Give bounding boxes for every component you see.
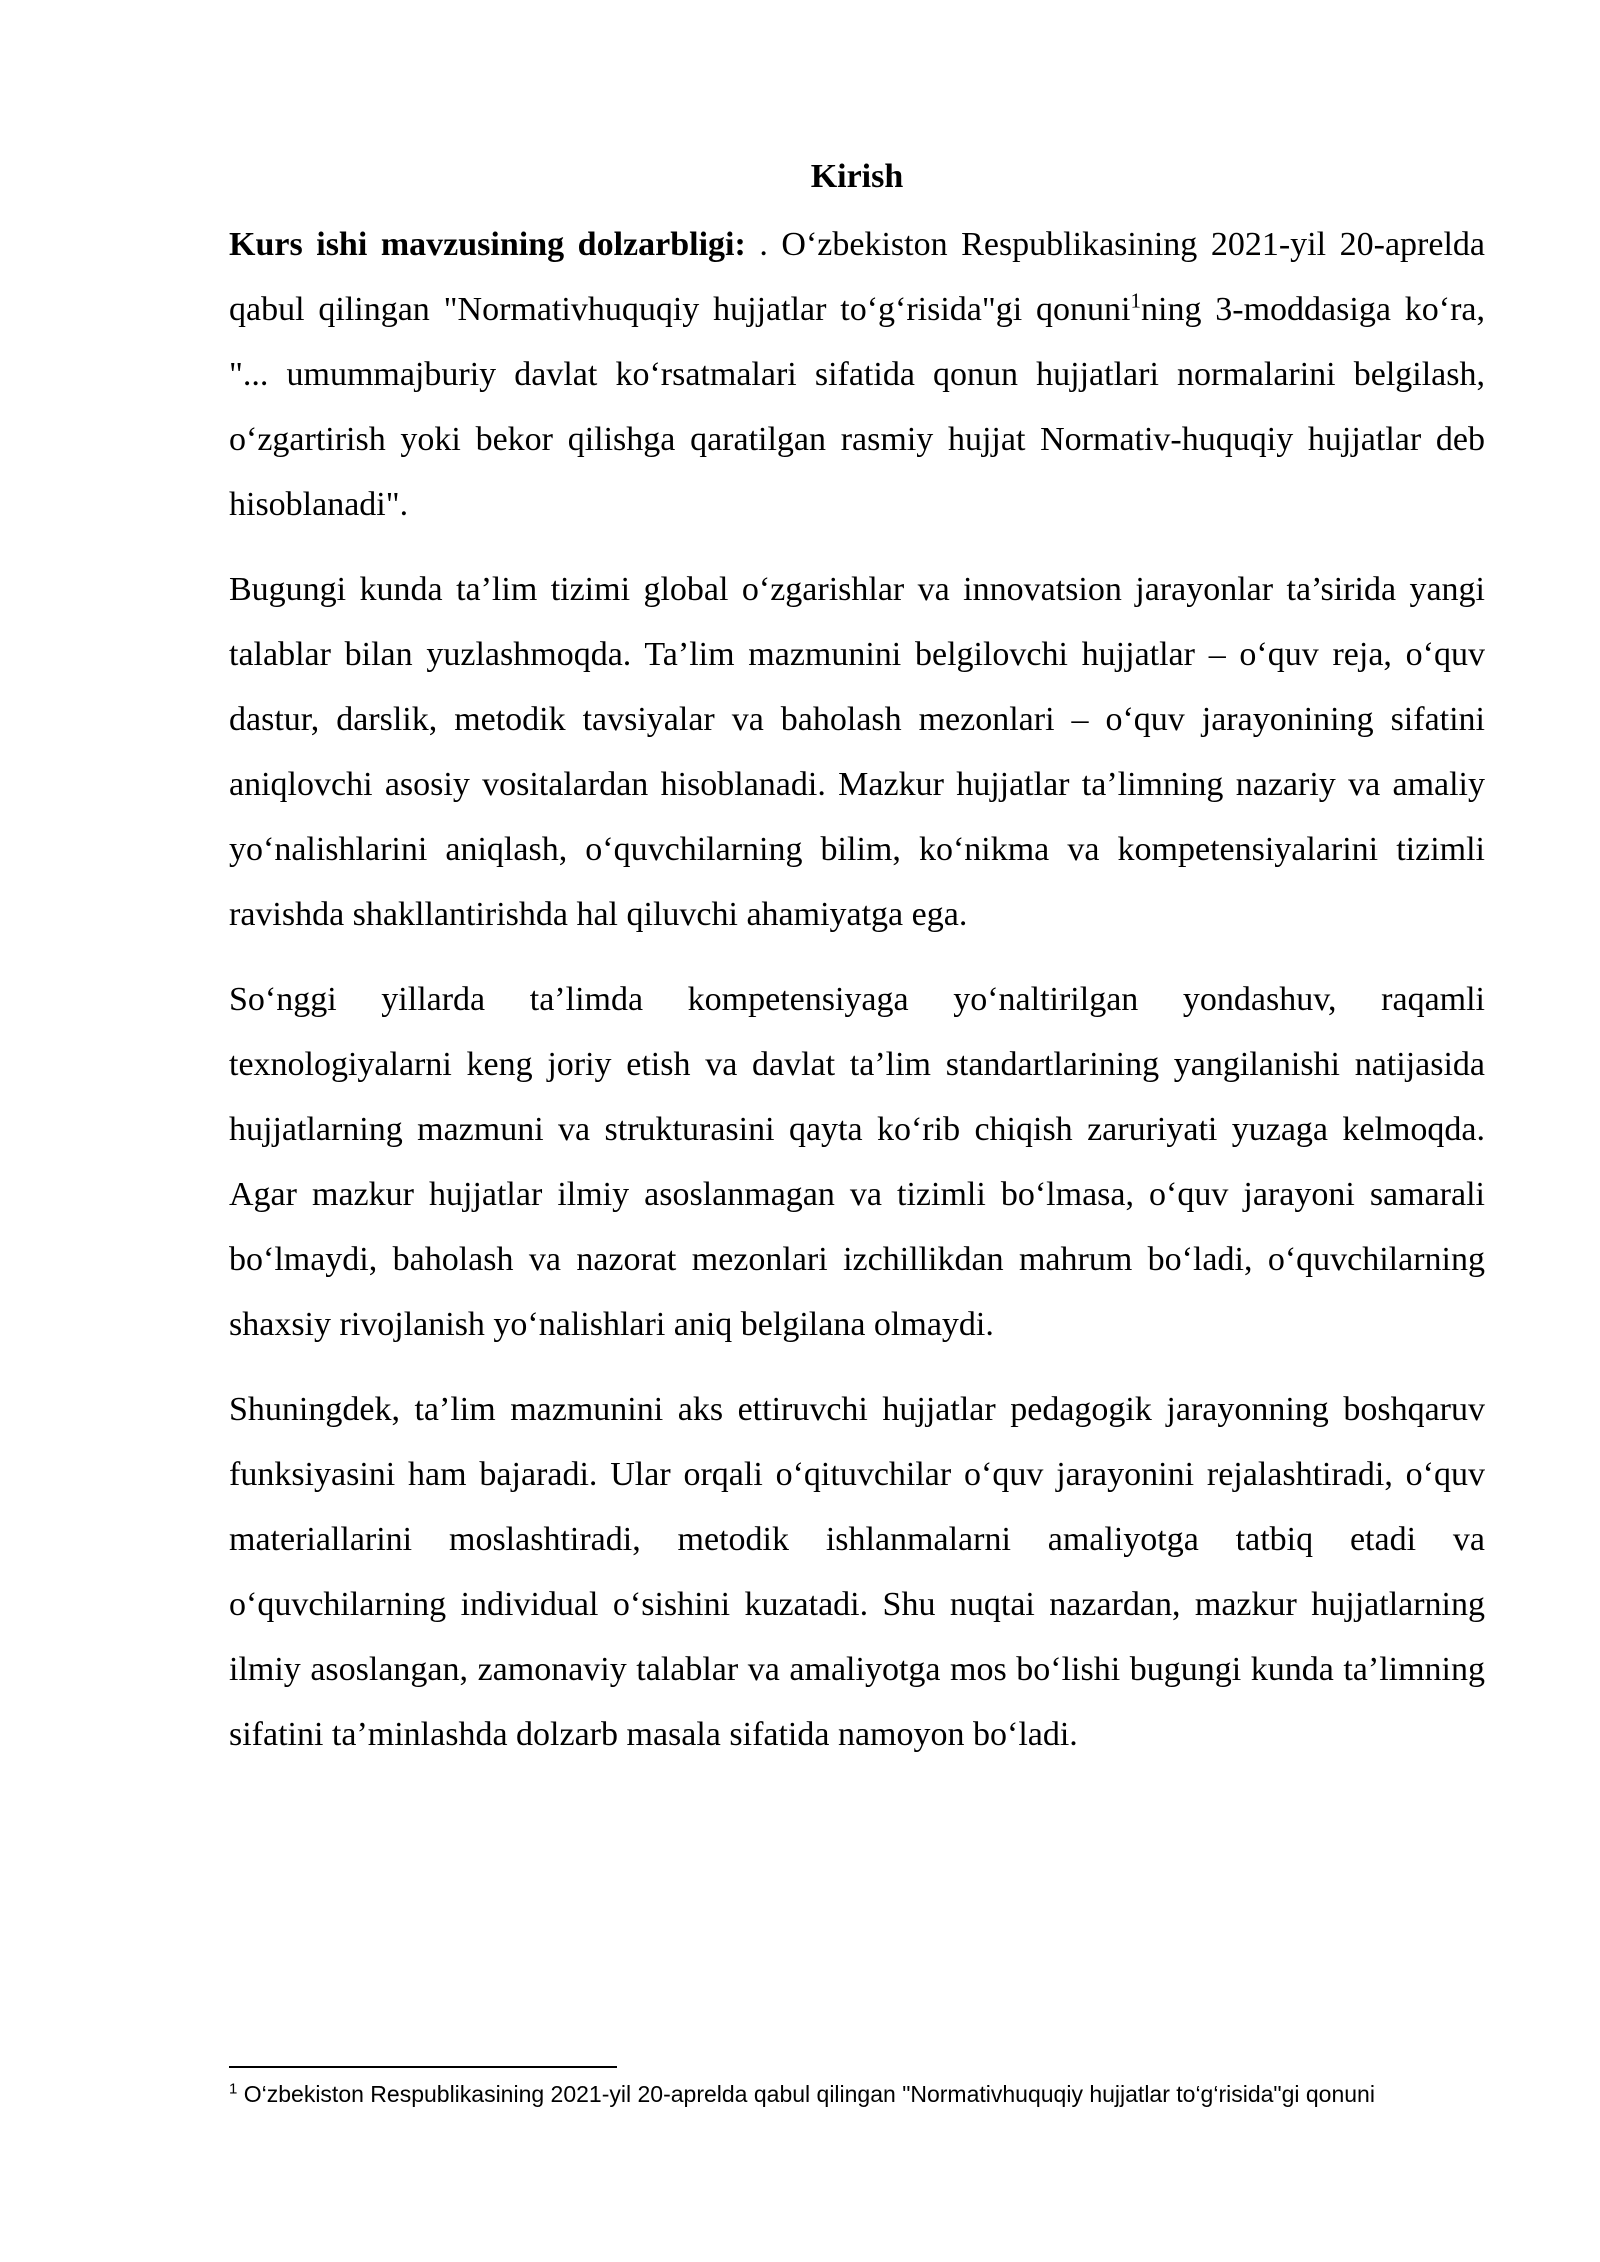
relevance-text-before-ref: . O‘zbekiston Respublikasining 2021-yil 20-aprelda qabul qilingan "Normativhuquqiy hujjatlar to‘g‘risida"gi qonuni (229, 226, 1485, 328)
footnote-reference[interactable]: 1 (1130, 288, 1141, 313)
relevance-text-after-ref: ning 3-moddasiga ko‘ra, "... umummajburiy davlat ko‘rsatmalari sifatida qonun hujjatlari normalarini belgilash, o‘zgartirish yoki bekor qilishga qaratilgan rasmiy hujjat Normativ-huquqiy hujjatlar deb hisoblanadi". (229, 291, 1485, 523)
footnote-separator (229, 2066, 617, 2068)
page-content (229, 144, 1485, 1787)
paragraph-relevance (229, 212, 1485, 537)
footnote-number: 1 (229, 2080, 238, 2098)
paragraph-2: Bugungi kunda ta’lim tizimi global o‘zgarishlar va innovatsion jarayonlar ta’sirida yangi talablar bilan yuzlashmoqda. Ta’lim mazmunini belgilovchi hujjatlar – o‘quv reja, o‘quv dastur, darslik, metodik tavsiyalar va baholash mezonlari – o‘quv jarayonining sifatini aniqlovchi asosiy vositalardan hisoblanadi. Mazkur hujjatlar ta’limning nazariy va amaliy yo‘nalishlarini aniqlash, o‘quvchilarning bilim, ko‘nikma va kompetensiyalarini tizimli ravishda shakllantirishda hal qiluvchi ahamiyatga ega. (229, 571, 1485, 933)
footnote-text: O‘zbekiston Respublikasining 2021-yil 20-aprelda qabul qilingan "Normativhuquqiy hujjatlar to‘g‘risida"gi qonuni (237, 2081, 1375, 2107)
paragraph-3: So‘nggi yillarda ta’limda kompetensiyaga yo‘naltirilgan yondashuv, raqamli texnologiyalarni keng joriy etish va davlat ta’lim standartlarining yangilanishi natijasida hujjatlarning mazmuni va strukturasini qayta ko‘rib chiqish zaruriyati yuzaga kelmoqda. Agar mazkur hujjatlar ilmiy asoslanmagan va tizimli bo‘lmasa, o‘quv jarayoni samarali bo‘lmaydi, baholash va nazorat mezonlari izchillikdan mahrum bo‘ladi, o‘quvchilarning shaxsiy rivojlanish yo‘nalishlari aniq belgilana olmaydi. (229, 981, 1485, 1343)
section-heading: Kirish (810, 158, 904, 195)
relevance-lead: Kurs ishi mavzusining dolzarbligi: (229, 226, 746, 263)
paragraph-4: Shuningdek, ta’lim mazmunini aks ettiruvchi hujjatlar pedagogik jarayonning boshqaruv funksiyasini ham bajaradi. Ular orqali o‘qituvchilar o‘quv jarayonini rejalashtiradi, o‘quv materiallarini moslashtiradi, metodik ishlanmalarni amaliyotga tatbiq etadi va o‘quvchilarning individual o‘sishini kuzatadi. Shu nuqtai nazardan, mazkur hujjatlarning ilmiy asoslangan, zamonaviy talablar va amaliyotga mos bo‘lishi bugungi kunda ta’limning sifatini ta’minlashda dolzarb masala sifatida namoyon bo‘ladi. (229, 1391, 1485, 1753)
footnote (229, 2076, 1529, 2112)
